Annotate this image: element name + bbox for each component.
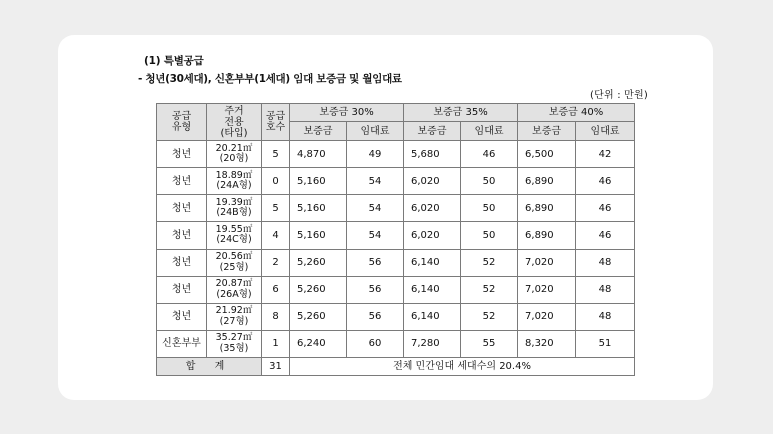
cell-units: 6: [262, 276, 290, 303]
header-rent-35: 임대료: [461, 122, 518, 141]
cell-area: 19.39㎡ (24B형): [207, 195, 262, 222]
cell-rent-40: 51: [576, 330, 635, 357]
cell-units: 4: [262, 222, 290, 249]
total-units: 31: [262, 358, 290, 376]
cell-rent-35: 52: [461, 303, 518, 330]
cell-rent-40: 48: [576, 276, 635, 303]
cell-deposit-35: 5,680: [404, 141, 461, 168]
cell-units: 8: [262, 303, 290, 330]
cell-deposit-40: 6,500: [518, 141, 576, 168]
cell-rent-30: 56: [347, 249, 404, 276]
cell-deposit-40: 6,890: [518, 195, 576, 222]
cell-rent-35: 52: [461, 249, 518, 276]
header-supply-type: 공급유형: [157, 104, 207, 141]
cell-deposit-40: 6,890: [518, 222, 576, 249]
cell-type: 청년: [157, 168, 207, 195]
cell-deposit-40: 6,890: [518, 168, 576, 195]
section-subheading: - 청년(30세대), 신혼부부(1세대) 임대 보증금 및 월임대료: [138, 73, 402, 85]
cell-deposit-30: 6,240: [290, 330, 347, 357]
cell-area: 19.55㎡ (24C형): [207, 222, 262, 249]
cell-rent-30: 54: [347, 222, 404, 249]
cell-type: 청년: [157, 195, 207, 222]
header-units: 공급호수: [262, 104, 290, 141]
cell-area: 18.89㎡ (24A형): [207, 168, 262, 195]
cell-rent-30: 56: [347, 303, 404, 330]
header-group-40: 보증금 40%: [518, 104, 635, 122]
cell-units: 0: [262, 168, 290, 195]
cell-type: 청년: [157, 249, 207, 276]
cell-deposit-35: 6,020: [404, 222, 461, 249]
cell-rent-35: 55: [461, 330, 518, 357]
cell-rent-35: 50: [461, 222, 518, 249]
cell-rent-35: 46: [461, 141, 518, 168]
cell-rent-35: 52: [461, 276, 518, 303]
table-row: [157, 222, 635, 249]
cell-rent-30: 54: [347, 195, 404, 222]
cell-type: 청년: [157, 222, 207, 249]
cell-deposit-40: 7,020: [518, 303, 576, 330]
cell-rent-35: 50: [461, 195, 518, 222]
section-heading: (1) 특별공급: [144, 55, 204, 67]
header-deposit-40: 보증금: [518, 122, 576, 141]
cell-rent-40: 42: [576, 141, 635, 168]
cell-deposit-40: 7,020: [518, 249, 576, 276]
cell-deposit-30: 4,870: [290, 141, 347, 168]
cell-deposit-30: 5,160: [290, 222, 347, 249]
cell-type: 청년: [157, 141, 207, 168]
cell-deposit-30: 5,160: [290, 195, 347, 222]
cell-deposit-30: 5,160: [290, 168, 347, 195]
cell-rent-40: 48: [576, 303, 635, 330]
table-row: [157, 276, 635, 303]
cell-deposit-40: 7,020: [518, 276, 576, 303]
cell-type: 신혼부부: [157, 330, 207, 357]
cell-rent-30: 54: [347, 168, 404, 195]
header-deposit-35: 보증금: [404, 122, 461, 141]
cell-deposit-30: 5,260: [290, 276, 347, 303]
cell-rent-40: 48: [576, 249, 635, 276]
rent-table: [156, 103, 635, 376]
table-row: [157, 303, 635, 330]
cell-deposit-30: 5,260: [290, 249, 347, 276]
header-group-35: 보증금 35%: [404, 104, 518, 122]
table-row: [157, 195, 635, 222]
total-label: 합 계: [157, 358, 262, 376]
cell-deposit-30: 5,260: [290, 303, 347, 330]
cell-area: 35.27㎡ (35형): [207, 330, 262, 357]
table-row: [157, 249, 635, 276]
cell-deposit-40: 8,320: [518, 330, 576, 357]
header-rent-30: 임대료: [347, 122, 404, 141]
header-area: 주거 전용 (타입): [207, 104, 262, 141]
cell-type: 청년: [157, 276, 207, 303]
cell-area: 20.56㎡ (25형): [207, 249, 262, 276]
cell-units: 1: [262, 330, 290, 357]
table-row: [157, 168, 635, 195]
cell-units: 5: [262, 195, 290, 222]
header-group-30: 보증금 30%: [290, 104, 404, 122]
table-row: [157, 141, 635, 168]
cell-type: 청년: [157, 303, 207, 330]
header-rent-40: 임대료: [576, 122, 635, 141]
cell-rent-40: 46: [576, 195, 635, 222]
header-deposit-30: 보증금: [290, 122, 347, 141]
cell-rent-40: 46: [576, 222, 635, 249]
cell-deposit-35: 6,140: [404, 303, 461, 330]
table-row: [157, 330, 635, 357]
cell-deposit-35: 6,020: [404, 195, 461, 222]
cell-area: 20.21㎡ (20형): [207, 141, 262, 168]
cell-units: 5: [262, 141, 290, 168]
unit-note: (단위 : 만원): [590, 90, 648, 101]
cell-rent-35: 50: [461, 168, 518, 195]
cell-rent-30: 56: [347, 276, 404, 303]
cell-deposit-35: 6,140: [404, 249, 461, 276]
cell-deposit-35: 6,140: [404, 276, 461, 303]
cell-rent-40: 46: [576, 168, 635, 195]
cell-deposit-35: 7,280: [404, 330, 461, 357]
cell-area: 20.87㎡ (26A형): [207, 276, 262, 303]
document-card: [58, 35, 713, 400]
total-note: 전체 민간임대 세대수의 20.4%: [290, 358, 635, 376]
cell-area: 21.92㎡ (27형): [207, 303, 262, 330]
cell-rent-30: 49: [347, 141, 404, 168]
cell-rent-30: 60: [347, 330, 404, 357]
cell-deposit-35: 6,020: [404, 168, 461, 195]
cell-units: 2: [262, 249, 290, 276]
